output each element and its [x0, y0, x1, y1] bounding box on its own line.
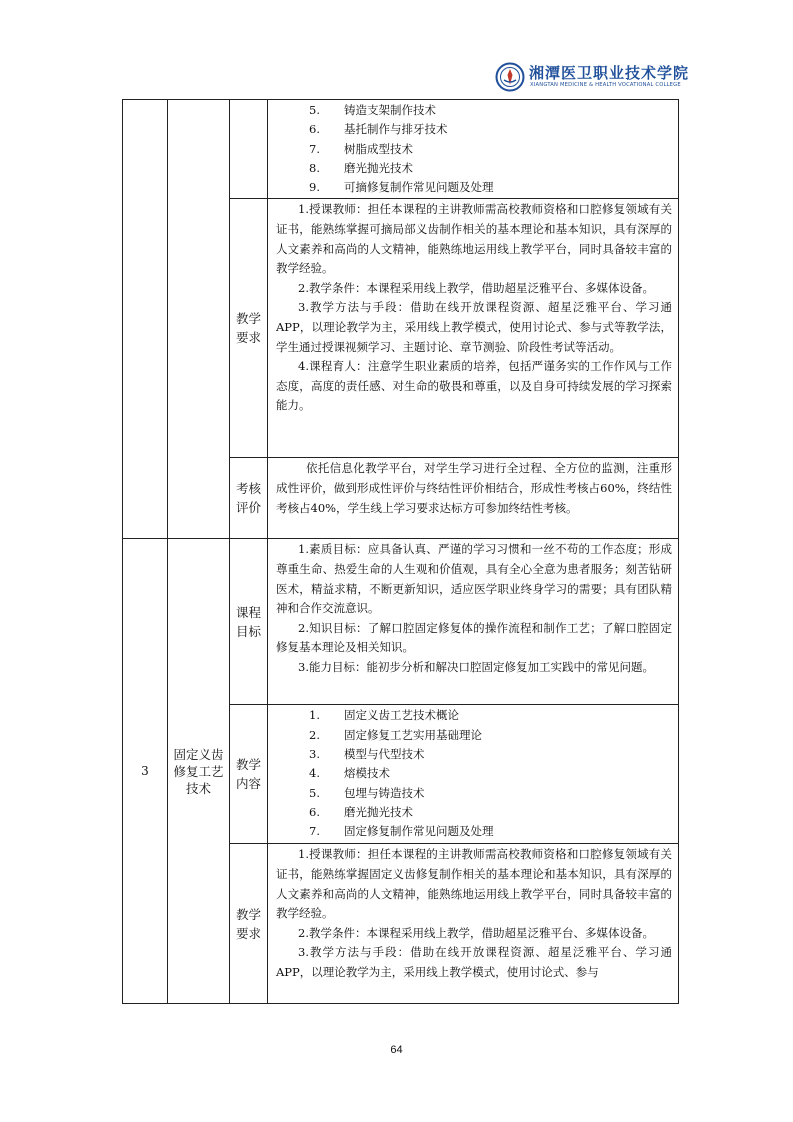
objective-paragraph: 3.能力目标：能初步分析和解决口腔固定修复加工实践中的常见问题。: [298, 660, 654, 675]
list-item: 6. 磨光抛光技术: [309, 804, 413, 819]
course-number: 3: [123, 539, 168, 1004]
teaching-requirements-label: 教学要求: [230, 844, 268, 1004]
school-logo: [495, 60, 690, 96]
list-item: 3. 模型与代型技术: [309, 747, 425, 762]
objectives-cell: [268, 539, 679, 705]
teaching-requirements-cell: [268, 199, 679, 458]
requirement-paragraph: 2.教学条件：本课程采用线上教学，借助超星泛雅平台、多媒体设备。: [298, 280, 654, 295]
page-number: 64: [390, 1044, 403, 1056]
requirement-paragraph: 3.教学方法与手段：借助在线开放课程资源、超星泛雅平台、学习通APP，以理论教学为主，采用线上教学模式，使用讨论式、参与: [276, 945, 672, 980]
list-item: 5. 包埋与铸造技术: [309, 785, 425, 800]
assessment-cell: [268, 458, 679, 539]
teaching-content-label: 教学内容: [230, 705, 268, 844]
teaching-content-cell: [268, 100, 679, 199]
requirement-paragraph: 2.教学条件：本课程采用线上教学，借助超星泛雅平台、多媒体设备。: [298, 925, 654, 940]
list-item: 5. 铸造支架制作技术: [309, 103, 436, 117]
objective-paragraph: 2.知识目标：了解口腔固定修复体的操作流程和制作工艺；了解口腔固定修复基本理论及相关知识。: [276, 620, 672, 655]
label-cell: [230, 100, 268, 199]
list-item: 1. 固定义齿工艺技术概论: [309, 708, 459, 723]
list-item: 2. 固定修复工艺实用基础理论: [309, 727, 482, 742]
teaching-content-list: [276, 706, 672, 841]
teaching-requirements-cell: [268, 844, 679, 1004]
course-name: 固定义齿修复工艺技术: [168, 539, 230, 1004]
teaching-content-cell: [268, 705, 679, 844]
school-name-cn: 湘潭医卫职业技术学院: [529, 64, 690, 82]
list-item: 4. 熔模技术: [309, 766, 390, 781]
course-name-cell: [168, 100, 230, 539]
table-row: [123, 539, 679, 705]
list-item: 7. 树脂成型技术: [309, 141, 413, 156]
list-item: 8. 磨光抛光技术: [309, 160, 413, 175]
assessment-label: 考核评价: [230, 458, 268, 539]
assessment-paragraph: 依托信息化教学平台，对学生学习进行全过程、全方位的监测，注重形成性评价，做到形成性评价与终结性评价相结合，形成性考核占60%，终结性考核占40%，学生线上学习要求达标方可参加终结性考核。: [276, 461, 672, 515]
teaching-content-list: [276, 101, 672, 197]
requirement-paragraph: 3.教学方法与手段：借助在线开放课程资源、超星泛雅平台、学习通APP，以理论教学为主，采用线上教学模式，使用讨论式、参与式等教学法，学生通过授课视频学习、主题讨论、章节测验、阶段性考试等活动。: [276, 300, 672, 354]
objectives-label: 课程目标: [230, 539, 268, 705]
number-cell: [123, 100, 168, 539]
requirement-paragraph: 1.授课教师：担任本课程的主讲教师需高校教师资格和口腔修复领域有关证书，能熟练掌握可摘局部义齿制作相关的基本理论和基本知识，具有深厚的人文素养和高尚的人文精神，能熟练地运用线上教学平台，同时具备较丰富的教学经验。: [276, 202, 672, 276]
list-item: 9. 可摘修复制作常见问题及处理: [309, 180, 494, 195]
requirement-paragraph: 4.课程育人：注意学生职业素质的培养，包括严谨务实的工作作风与工作态度，高度的责任感、对生命的敬畏和尊重，以及自身可持续发展的学习探索能力。: [276, 359, 672, 413]
list-item: 6. 基托制作与排牙技术: [309, 122, 448, 137]
school-name-en: XIANGTAN MEDICINE & HEALTH VOCATIONAL COLLEGE: [530, 82, 681, 88]
table-row: [123, 100, 679, 199]
list-item: 7. 固定修复制作常见问题及处理: [309, 824, 494, 839]
school-seal-icon: [495, 62, 525, 92]
teaching-requirements-label: 教学要求: [230, 199, 268, 458]
course-table: [122, 99, 679, 1004]
objective-paragraph: 1.素质目标：应具备认真、严谨的学习习惯和一丝不苟的工作态度；形成尊重生命、热爱生命的人生观和价值观，具有全心全意为患者服务；刻苦钻研医术，精益求精，不断更新知识，适应医学职业终身学习的需要；具有团队精神和合作交流意识。: [276, 542, 672, 616]
requirement-paragraph: 1.授课教师：担任本课程的主讲教师需高校教师资格和口腔修复领域有关证书，能熟练掌握固定义齿修复制作相关的基本理论和基本知识，具有深厚的人文素养和高尚的人文精神，能熟练地运用线上教学平台，同时具备较丰富的教学经验。: [276, 847, 672, 921]
